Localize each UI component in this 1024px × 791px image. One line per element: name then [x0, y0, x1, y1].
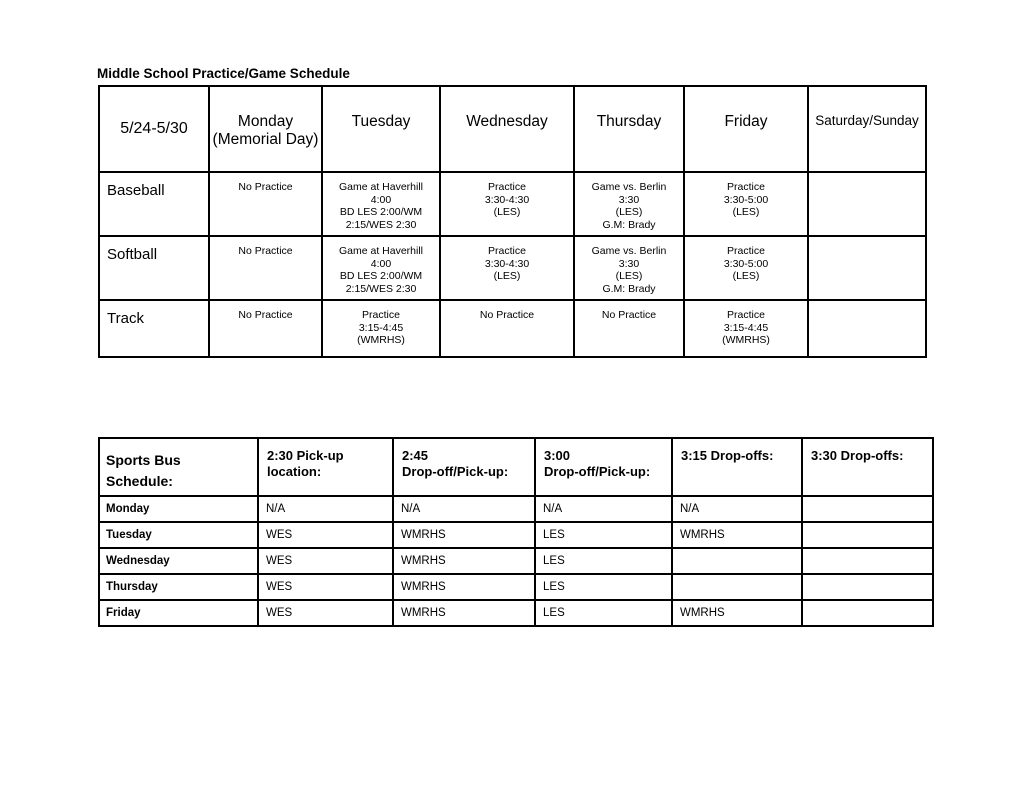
bus-stop-value	[802, 548, 933, 574]
schedule-entry	[684, 172, 808, 236]
bus-stop-value: WES	[258, 522, 393, 548]
sport-name: Softball	[99, 236, 209, 300]
bus-stop-value: LES	[535, 548, 672, 574]
header-line: Drop-off/Pick-up:	[402, 464, 509, 479]
bus-stop-value: WES	[258, 600, 393, 626]
week-range: 5/24-5/30	[99, 86, 209, 172]
schedule-entry	[209, 172, 322, 236]
entry-line: (LES)	[493, 206, 521, 219]
schedule-entry	[209, 300, 322, 357]
header-line: location:	[267, 464, 322, 479]
day-header-tuesday	[322, 86, 440, 172]
bus-col-header-330	[802, 438, 933, 496]
entry-line: Practice	[727, 181, 765, 193]
bus-stop-value: LES	[535, 600, 672, 626]
bus-row-monday	[99, 496, 933, 522]
entry-line: 3:30-5:00	[723, 193, 769, 206]
bus-day-label: Wednesday	[99, 548, 258, 574]
bus-stop-value	[802, 496, 933, 522]
entry-line: Game at Haverhill	[338, 245, 424, 257]
bus-title-line: Sports Bus	[106, 452, 181, 468]
entry-line: 3:15-4:45	[723, 321, 769, 334]
entry-line: 3:30-5:00	[723, 257, 769, 270]
bus-stop-value: WMRHS	[393, 522, 535, 548]
day-header-thursday	[574, 86, 684, 172]
entry-line: 3:30-4:30	[484, 193, 530, 206]
sport-row-baseball	[99, 172, 926, 236]
entry-line: Practice	[727, 309, 765, 321]
day-note: (Memorial Day)	[212, 131, 319, 148]
schedule-entry	[440, 236, 574, 300]
entry-line: (LES)	[493, 270, 521, 283]
entry-line: Practice	[488, 181, 526, 193]
schedule-entry	[574, 236, 684, 300]
bus-row-wednesday	[99, 548, 933, 574]
entry-line: (LES)	[615, 206, 643, 219]
header-line: 3:15 Drop-offs:	[681, 448, 774, 463]
day-name: Monday	[237, 113, 294, 130]
bus-day-label: Friday	[99, 600, 258, 626]
entry-line: No Practice	[238, 245, 293, 257]
entry-line: (WMRHS)	[722, 334, 770, 347]
bus-stop-value	[802, 574, 933, 600]
entry-line: (LES)	[732, 206, 760, 219]
entry-line: Practice	[362, 309, 400, 321]
header-line: 2:30 Pick-up	[267, 448, 344, 463]
entry-line: 4:00	[370, 257, 392, 270]
schedule-entry	[808, 172, 926, 236]
day-header-friday	[684, 86, 808, 172]
entry-line: No Practice	[479, 309, 535, 321]
sports-bus-table	[98, 437, 934, 627]
entry-line: (LES)	[615, 270, 643, 283]
entry-line: No Practice	[238, 309, 293, 321]
entry-line: 2:15/WES 2:30	[345, 219, 417, 232]
bus-col-header-315	[672, 438, 802, 496]
entry-line: No Practice	[238, 181, 293, 193]
entry-line: 3:30	[618, 257, 640, 270]
entry-line: 3:30	[618, 193, 640, 206]
entry-line: 4:00	[370, 193, 392, 206]
bus-stop-value	[672, 574, 802, 600]
entry-line: No Practice	[601, 309, 657, 321]
schedule-entry	[322, 300, 440, 357]
entry-line: Game vs. Berlin	[591, 245, 667, 257]
header-line: 2:45	[402, 448, 429, 463]
sport-name: Baseball	[99, 172, 209, 236]
bus-stop-value	[672, 548, 802, 574]
day-name: Thursday	[596, 113, 662, 130]
entry-line: G.M: Brady	[602, 283, 656, 296]
bus-stop-value: WMRHS	[672, 600, 802, 626]
day-header-wednesday	[440, 86, 574, 172]
bus-row-thursday	[99, 574, 933, 600]
schedule-entry	[574, 172, 684, 236]
entry-line: 3:15-4:45	[358, 321, 404, 334]
bus-header-row	[99, 438, 933, 496]
bus-stop-value: LES	[535, 522, 672, 548]
entry-line: BD LES 2:00/WM	[339, 270, 423, 283]
schedule-entry	[684, 236, 808, 300]
entry-line: G.M: Brady	[602, 219, 656, 232]
bus-stop-value	[802, 522, 933, 548]
bus-stop-value: N/A	[393, 496, 535, 522]
day-name: Friday	[724, 113, 768, 130]
header-line: 3:30 Drop-offs:	[811, 448, 904, 463]
entry-line: Game at Haverhill	[338, 181, 424, 193]
bus-col-header-300	[535, 438, 672, 496]
schedule-entry	[684, 300, 808, 357]
bus-schedule-title	[99, 438, 258, 496]
bus-row-tuesday	[99, 522, 933, 548]
bus-stop-value: WMRHS	[672, 522, 802, 548]
page-title: Middle School Practice/Game Schedule	[97, 66, 350, 81]
bus-col-header-245	[393, 438, 535, 496]
schedule-entry	[808, 236, 926, 300]
header-line: 3:00	[544, 448, 571, 463]
bus-stop-value: LES	[535, 574, 672, 600]
entry-line: (WMRHS)	[357, 334, 405, 347]
entry-line: Practice	[727, 245, 765, 257]
day-name: Tuesday	[351, 113, 411, 130]
bus-stop-value: N/A	[258, 496, 393, 522]
bus-row-friday	[99, 600, 933, 626]
bus-stop-value: WES	[258, 548, 393, 574]
bus-stop-value: WMRHS	[393, 548, 535, 574]
schedule-entry	[574, 300, 684, 357]
bus-stop-value: N/A	[535, 496, 672, 522]
bus-day-label: Thursday	[99, 574, 258, 600]
day-header-monday	[209, 86, 322, 172]
bus-stop-value: WMRHS	[393, 600, 535, 626]
entry-line: Practice	[488, 245, 526, 257]
bus-stop-value	[802, 600, 933, 626]
header-line: Drop-off/Pick-up:	[544, 464, 651, 479]
bus-stop-value: WMRHS	[393, 574, 535, 600]
sport-row-track	[99, 300, 926, 357]
bus-stop-value: N/A	[672, 496, 802, 522]
day-name: Wednesday	[466, 113, 548, 130]
entry-line: 3:30-4:30	[484, 257, 530, 270]
schedule-header-row	[99, 86, 926, 172]
schedule-entry	[808, 300, 926, 357]
schedule-entry	[322, 236, 440, 300]
entry-line: BD LES 2:00/WM	[339, 206, 423, 219]
schedule-entry	[440, 172, 574, 236]
bus-col-header-230	[258, 438, 393, 496]
bus-stop-value: WES	[258, 574, 393, 600]
schedule-entry	[322, 172, 440, 236]
entry-line: 2:15/WES 2:30	[345, 283, 417, 296]
bus-day-label: Tuesday	[99, 522, 258, 548]
sport-name: Track	[99, 300, 209, 357]
schedule-entry	[209, 236, 322, 300]
entry-line: (LES)	[732, 270, 760, 283]
schedule-entry	[440, 300, 574, 357]
practice-schedule-table	[98, 85, 927, 358]
bus-day-label: Monday	[99, 496, 258, 522]
bus-title-line: Schedule:	[106, 473, 173, 489]
sport-row-softball	[99, 236, 926, 300]
day-header-weekend: Saturday/Sunday	[808, 86, 926, 172]
entry-line: Game vs. Berlin	[591, 181, 667, 193]
